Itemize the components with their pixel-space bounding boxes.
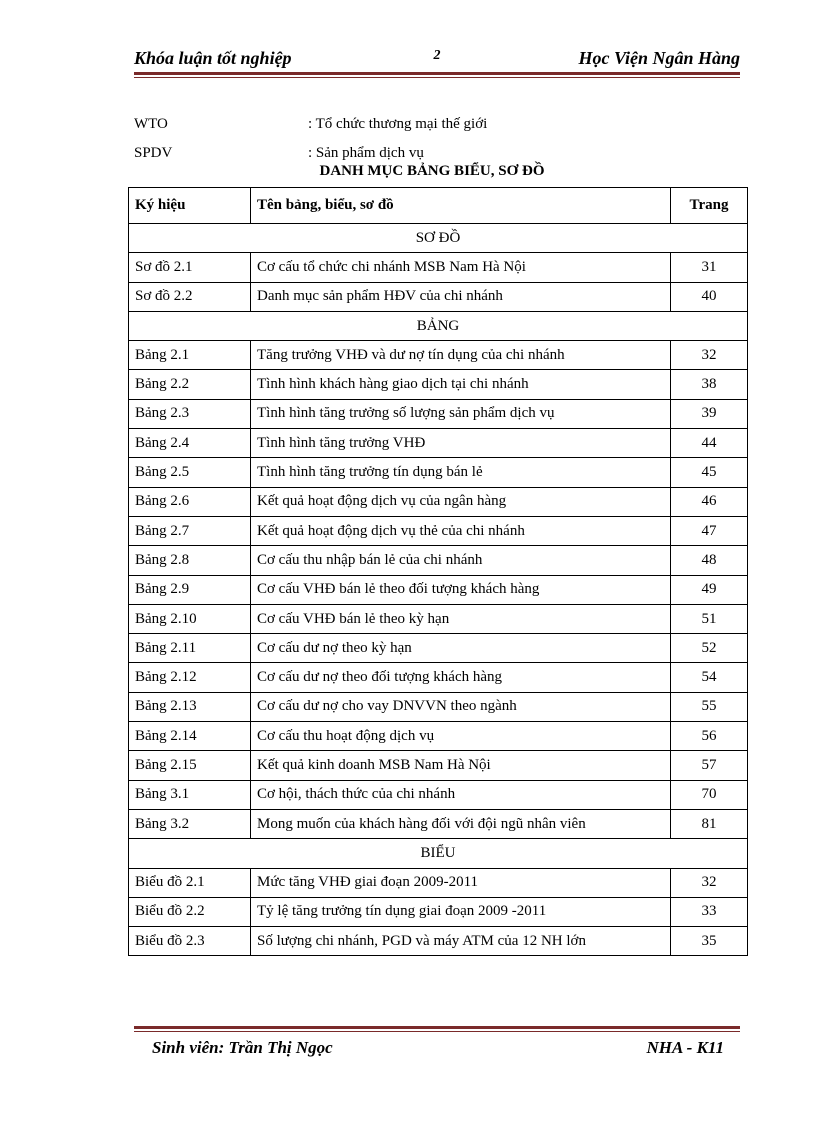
table-row	[129, 458, 748, 487]
abbreviation-meaning: : Tổ chức thương mại thế giới	[308, 116, 488, 132]
symbol-cell: Bảng 2.1	[129, 341, 251, 370]
name-cell: Tình hình tăng trưởng tín dụng bán lẻ	[251, 458, 671, 487]
page-number: 2	[433, 48, 441, 63]
header-left-title: Khóa luận tốt nghiệp	[134, 48, 292, 68]
page-cell: 51	[671, 604, 748, 633]
symbol-cell: Bảng 2.4	[129, 429, 251, 458]
figures-table	[128, 187, 748, 956]
page-cell: 38	[671, 370, 748, 399]
table-row	[129, 487, 748, 516]
table-header-row	[129, 188, 748, 224]
header-rule	[134, 72, 740, 78]
symbol-cell: Bảng 2.11	[129, 634, 251, 663]
name-cell: Danh mục sản phẩm HĐV của chi nhánh	[251, 282, 671, 311]
page-cell: 57	[671, 751, 748, 780]
page-cell: 32	[671, 868, 748, 897]
table-body	[129, 224, 748, 956]
name-cell: Cơ cấu VHĐ bán lẻ theo đối tượng khách hàng	[251, 575, 671, 604]
page-cell: 35	[671, 927, 748, 956]
section-title: SƠ ĐỒ	[129, 224, 748, 253]
table-row	[129, 663, 748, 692]
table-row	[129, 927, 748, 956]
page-cell: 40	[671, 282, 748, 311]
symbol-cell: Biểu đồ 2.1	[129, 868, 251, 897]
symbol-cell: Bảng 2.3	[129, 399, 251, 428]
table-row	[129, 516, 748, 545]
table-row	[129, 370, 748, 399]
symbol-cell: Bảng 2.13	[129, 692, 251, 721]
symbol-cell: Bảng 2.2	[129, 370, 251, 399]
page-cell: 55	[671, 692, 748, 721]
page-cell: 52	[671, 634, 748, 663]
abbreviation-term: SPDV	[134, 145, 173, 161]
table-row	[129, 546, 748, 575]
name-cell: Kết quả kinh doanh MSB Nam Hà Nội	[251, 751, 671, 780]
name-cell: Tình hình tăng trưởng VHĐ	[251, 429, 671, 458]
symbol-cell: Bảng 2.15	[129, 751, 251, 780]
symbol-cell: Sơ đồ 2.1	[129, 253, 251, 282]
name-cell: Kết quả hoạt động dịch vụ của ngân hàng	[251, 487, 671, 516]
section-title: BẢNG	[129, 311, 748, 340]
page-cell: 44	[671, 429, 748, 458]
name-cell: Cơ cấu dư nợ cho vay DNVVN theo ngành	[251, 692, 671, 721]
header-symbol: Ký hiệu	[129, 188, 251, 224]
header-page: Trang	[671, 188, 748, 224]
symbol-cell: Biểu đồ 2.3	[129, 927, 251, 956]
symbol-cell: Bảng 2.7	[129, 516, 251, 545]
symbol-cell: Sơ đồ 2.2	[129, 282, 251, 311]
page-cell: 56	[671, 722, 748, 751]
table-row	[129, 897, 748, 926]
table-row	[129, 780, 748, 809]
symbol-cell: Bảng 2.9	[129, 575, 251, 604]
page-cell: 48	[671, 546, 748, 575]
symbol-cell: Bảng 3.2	[129, 809, 251, 838]
name-cell: Cơ cấu tổ chức chi nhánh MSB Nam Hà Nội	[251, 253, 671, 282]
name-cell: Cơ cấu dư nợ theo kỳ hạn	[251, 634, 671, 663]
table-row	[129, 868, 748, 897]
footer-class: NHA - K11	[646, 1038, 724, 1057]
header-name: Tên bảng, biểu, sơ đồ	[251, 188, 671, 224]
section-title: BIỂU	[129, 839, 748, 868]
name-cell: Cơ cấu thu hoạt động dịch vụ	[251, 722, 671, 751]
name-cell: Cơ cấu dư nợ theo đối tượng khách hàng	[251, 663, 671, 692]
abbreviation-meaning: : Sản phẩm dịch vụ	[308, 145, 424, 161]
page-header	[134, 48, 740, 74]
table-row	[129, 809, 748, 838]
table-row	[129, 692, 748, 721]
page-cell: 49	[671, 575, 748, 604]
name-cell: Tăng trưởng VHĐ và dư nợ tín dụng của chi nhánh	[251, 341, 671, 370]
page-cell: 81	[671, 809, 748, 838]
table-row	[129, 429, 748, 458]
page-cell: 70	[671, 780, 748, 809]
table-row	[129, 751, 748, 780]
footer-student: Sinh viên: Trần Thị Ngọc	[152, 1038, 333, 1057]
symbol-cell: Bảng 2.5	[129, 458, 251, 487]
name-cell: Số lượng chi nhánh, PGD và máy ATM của 12 NH lớn	[251, 927, 671, 956]
name-cell: Cơ cấu VHĐ bán lẻ theo kỳ hạn	[251, 604, 671, 633]
table-row	[129, 604, 748, 633]
table-row	[129, 341, 748, 370]
symbol-cell: Biểu đồ 2.2	[129, 897, 251, 926]
symbol-cell: Bảng 2.8	[129, 546, 251, 575]
table-row	[129, 399, 748, 428]
symbol-cell: Bảng 3.1	[129, 780, 251, 809]
page-cell: 32	[671, 341, 748, 370]
name-cell: Tình hình tăng trưởng số lượng sản phẩm dịch vụ	[251, 399, 671, 428]
table-row	[129, 575, 748, 604]
page-cell: 54	[671, 663, 748, 692]
symbol-cell: Bảng 2.6	[129, 487, 251, 516]
name-cell: Mong muốn của khách hàng đối với đội ngũ nhân viên	[251, 809, 671, 838]
page-cell: 31	[671, 253, 748, 282]
symbol-cell: Bảng 2.14	[129, 722, 251, 751]
name-cell: Tỷ lệ tăng trưởng tín dụng giai đoạn 2009 -2011	[251, 897, 671, 926]
table-row	[129, 253, 748, 282]
section-row	[129, 311, 748, 340]
footer-rule	[134, 1026, 740, 1032]
table-row	[129, 722, 748, 751]
page-cell: 46	[671, 487, 748, 516]
section-row	[129, 224, 748, 253]
name-cell: Cơ cấu thu nhập bán lẻ của chi nhánh	[251, 546, 671, 575]
symbol-cell: Bảng 2.10	[129, 604, 251, 633]
page-cell: 39	[671, 399, 748, 428]
page-cell: 45	[671, 458, 748, 487]
table-row	[129, 634, 748, 663]
name-cell: Mức tăng VHĐ giai đoạn 2009-2011	[251, 868, 671, 897]
section-row	[129, 839, 748, 868]
name-cell: Kết quả hoạt động dịch vụ thẻ của chi nhánh	[251, 516, 671, 545]
table-row	[129, 282, 748, 311]
abbreviation-term: WTO	[134, 116, 168, 132]
list-title: DANH MỤC BẢNG BIỂU, SƠ ĐỒ	[319, 163, 545, 179]
name-cell: Cơ hội, thách thức của chi nhánh	[251, 780, 671, 809]
header-right-title: Học Viện Ngân Hàng	[578, 48, 740, 68]
page-cell: 47	[671, 516, 748, 545]
symbol-cell: Bảng 2.12	[129, 663, 251, 692]
page-cell: 33	[671, 897, 748, 926]
name-cell: Tình hình khách hàng giao dịch tại chi nhánh	[251, 370, 671, 399]
